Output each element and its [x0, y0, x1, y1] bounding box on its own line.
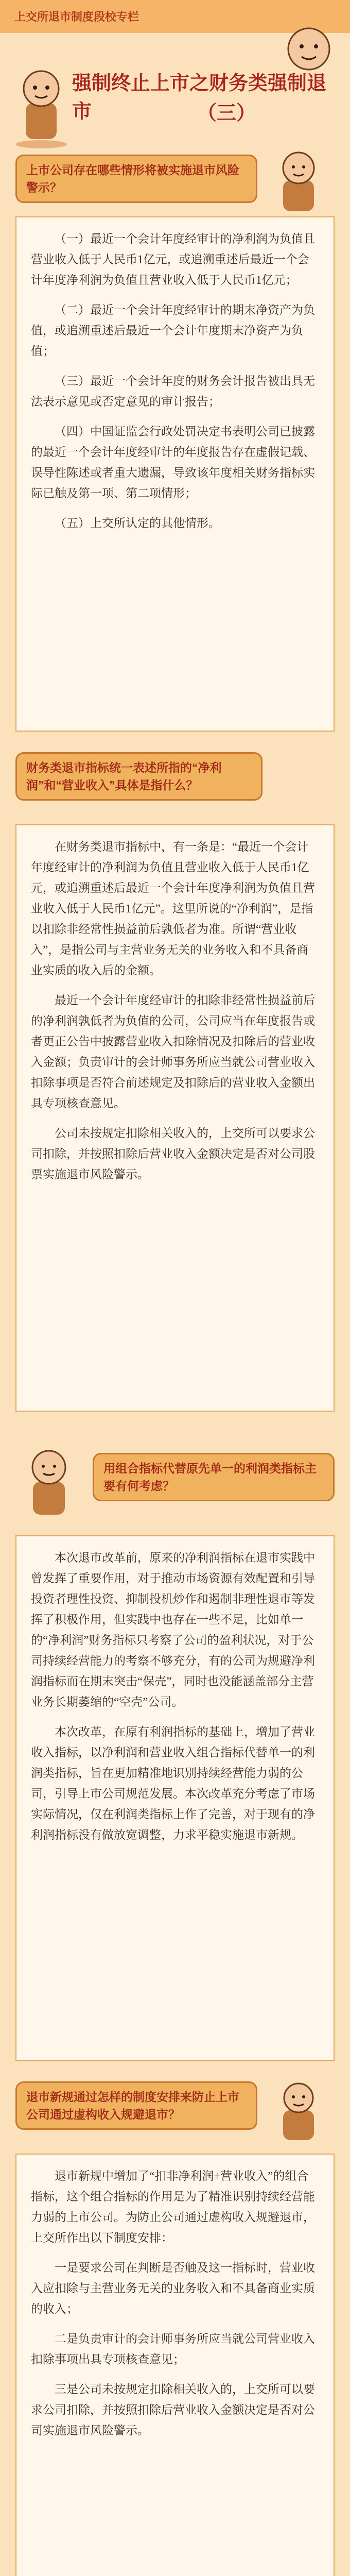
- question-tag-1: [15, 155, 257, 203]
- mascot-section1-illustration: [268, 144, 329, 216]
- question-tag-4: [15, 2081, 257, 2130]
- question-4-text: 退市新规通过怎样的制度安排来防止上市公司通过虚构收入规避退市？: [26, 2090, 239, 2121]
- answer-card-1: [15, 216, 335, 732]
- mascot-section3-illustration: [15, 1443, 82, 1520]
- page-title: 强制终止上市之财务类强制退市: [72, 73, 327, 123]
- paragraph: 三是公司未按规定扣除相关收入的，上交所可以要求公司扣除，并按照扣除后营业收入金额决定是否对公司实施退市风险警示。: [31, 2383, 315, 2437]
- question-2-text: 财务类退市指标统一表述所指的“净利润”和“营业收入”具体是指什么？: [26, 761, 222, 792]
- paragraph: （四）中国证监会行政处罚决定书表明公司已披露的最近一个会计年度经审计的年度报告存在虚假记载、误导性陈述或者重大遗漏，导致该年度相关财务指标实际已触及第一项、第二项情形；: [31, 425, 315, 500]
- series-label: 上交所退市制度段校专栏: [14, 10, 139, 23]
- question-tag-3: [93, 1453, 335, 1501]
- answer-card-2: [15, 824, 335, 1412]
- paragraph: 公司未按规定扣除相关收入的，上交所可以要求公司扣除，并按照扣除后营业收入金额决定是否对公司股票实施退市风险警示。: [31, 1127, 315, 1181]
- answer-card-3: [15, 1535, 335, 2061]
- paragraph: （二）最近一个会计年度经审计的期末净资产为负值，或追溯重述后最近一个会计年度期末净资产为负值；: [31, 303, 315, 358]
- mascot-section4-illustration: [268, 2076, 329, 2143]
- paragraph: （五）上交所认定的其他情形。: [55, 517, 220, 530]
- paragraph: （三）最近一个会计年度的财务会计报告被出具无法表示意见或否定意见的审计报告；: [31, 375, 315, 408]
- paragraph: 二是负责审计的会计师事务所应当就公司营业收入扣除事项出具专项核查意见；: [31, 2332, 315, 2366]
- question-tag-2: [15, 752, 262, 801]
- mascot-header-illustration: [10, 62, 72, 149]
- paragraph: （一）最近一个会计年度经审计的净利润为负值且营业收入低于人民币1亿元，或追溯重述后最近一个会计年度净利润为负值且营业收入低于人民币1亿元；: [31, 232, 315, 286]
- page-title-part: （三）: [197, 103, 256, 124]
- paragraph: 退市新规中增加了“扣非净利润+营业收入”的组合指标，这个组合指标的作用是为了精准识别持续经营能力弱的上市公司。为防止公司通过虚构收入规避退市，上交所作出以下制度安排：: [31, 2170, 315, 2244]
- answer-card-4: [15, 2154, 335, 2576]
- paragraph: 在财务类退市指标中，有一条是：“最近一个会计年度经审计的净利润为负值且营业收入低于人民币1亿元，或追溯重述后最近一个会计年度净利润为负值且营业收入低于人民币1亿元”。这里所说的“净利润”，是指以扣除非经常性损益前后孰低者为准。所谓“营业收入”，是指公司与主营业务无关的业务收入和不具备商业实质的收入后的金额。: [31, 840, 315, 977]
- question-3-text: 用组合指标代替原先单一的利润类指标主要有何考虑？: [103, 1462, 317, 1493]
- paragraph: 本次改革，在原有利润指标的基础上，增加了营业收入指标，以净利润和营业收入组合指标代替单一的利润类指标，旨在更加精准地识别持续经营能力弱的公司，引导上市公司规范发展。本次改革充分考虑了市场实际情况，仅在利润类指标上作了完善，对于现有的净利润指标没有做放宽调整，力求平稳实施退市新规。: [31, 1725, 315, 1841]
- question-1-text: 上市公司存在哪些情形将被实施退市风险警示？: [26, 163, 239, 194]
- paragraph: 一是要求公司在判断是否触及这一指标时，营业收入应扣除与主营业务无关的业务收入和不具备商业实质的收入；: [31, 2261, 315, 2315]
- paragraph: 最近一个会计年度经审计的扣除非经常性损益前后的净利润孰低者为负值的公司，公司应当在年度报告或者更正公告中披露营业收入扣除情况及扣除后的营业收入金额；负责审计的会计师事务所应当就公司营业收入扣除事项是否符合前述规定及扣除后的营业收入金额出具专项核查意见。: [31, 994, 315, 1110]
- paragraph: 本次退市改革前，原来的净利润指标在退市实践中曾发挥了重要作用，对于推动市场资源有效配置和引导投资者理性投资、抑制投机炒作和遏制非理性退市等发挥了积极作用，但实践中也存在一些不足，比如单一的“净利润”财务指标只考察了公司的盈利状况，对于公司持续经营能力的考察不够充分，有的公司为规避净利润指标而在期末突击“保壳”，同时也没能涵盖部分主营业务长期萎缩的“空壳”公司。: [31, 1551, 315, 1708]
